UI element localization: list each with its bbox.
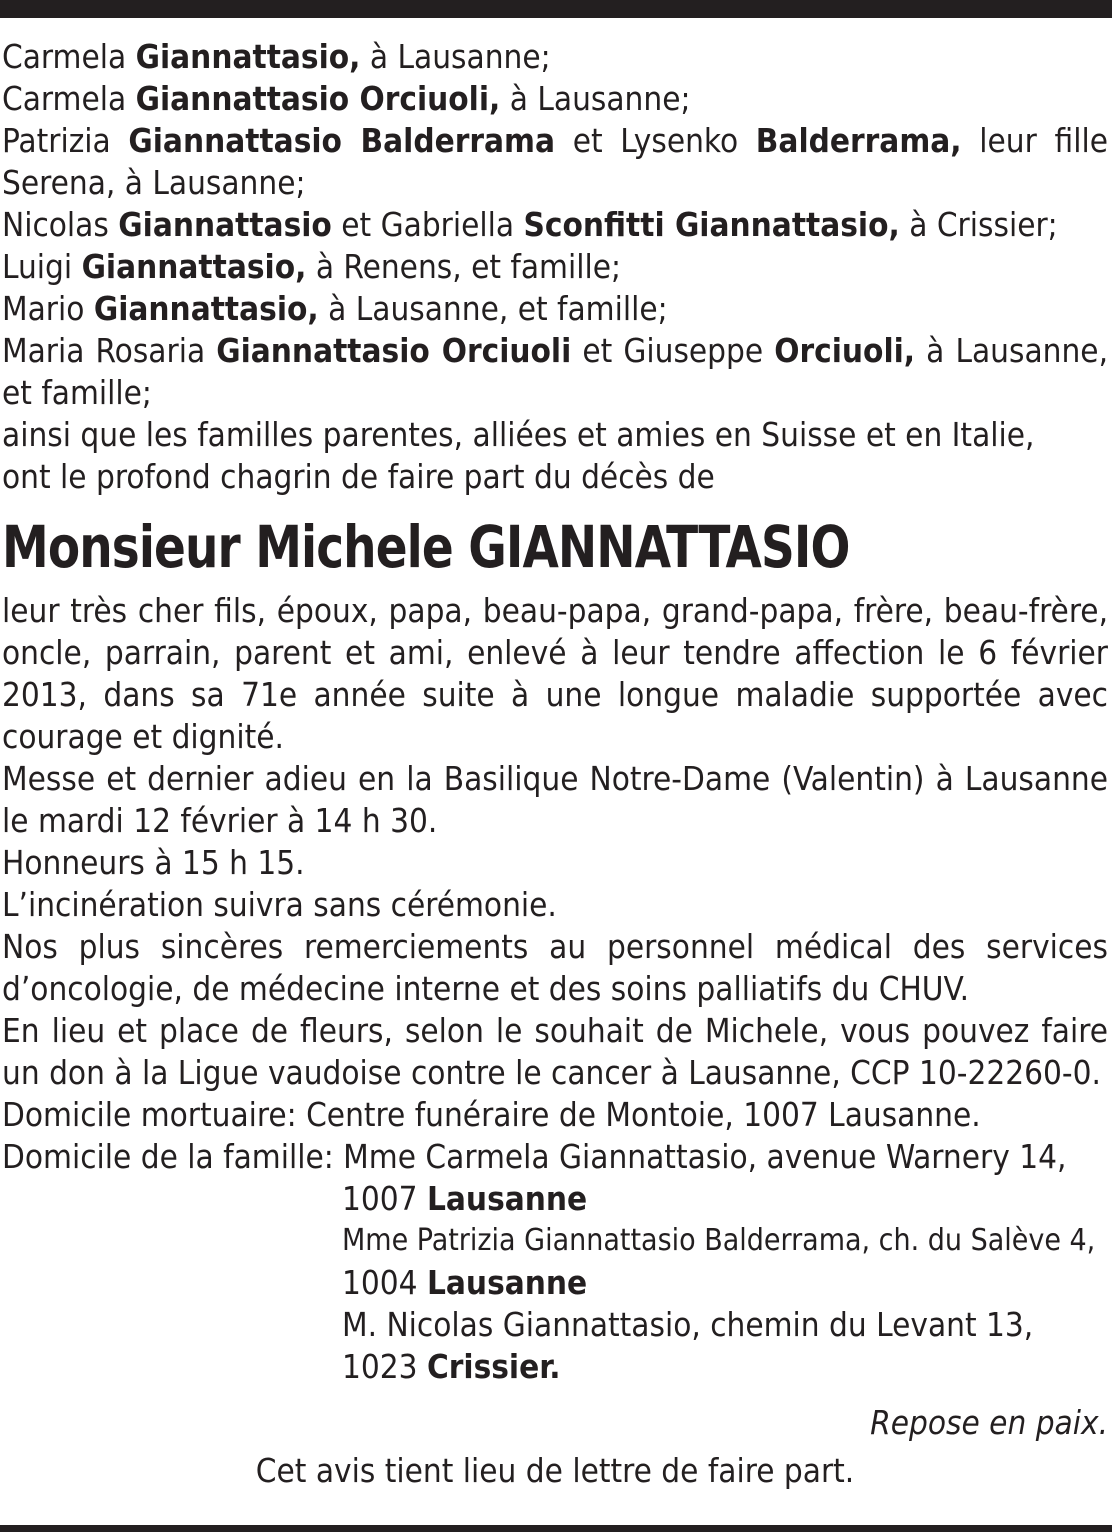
intro-line-2: ont le profond chagrin de faire part du décès de [2, 457, 715, 496]
bottom-rule [0, 1525, 1112, 1532]
family-line-5: Luigi Giannattasio, à Renens, et famille; [2, 247, 621, 286]
family-line-1: Carmela Giannattasio, à Lausanne; [2, 37, 551, 76]
family-line-7: Maria Rosaria Giannattasio Orciuoli et Giuseppe Orciuoli, à Lausanne, et famille; [2, 331, 1108, 412]
address-2-line: Mme Patrizia Giannattasio Balderrama, ch. du Salève 4, [342, 1223, 1096, 1258]
address-3-city: 1023 Crissier. [342, 1347, 561, 1386]
family-address-label: Domicile de la famille: [2, 1137, 334, 1176]
notice-closing: Cet avis tient lieu de lettre de faire part. [255, 1451, 855, 1490]
intro-line-1: ainsi que les familles parentes, alliées et amies en Suisse et en Italie, [2, 415, 1035, 454]
honors-line: Honneurs à 15 h 15. [2, 843, 305, 882]
bio-paragraph: leur très cher fils, époux, papa, beau-papa, grand-papa, frère, beau-frère, oncle, parrain, parent et ami, enlevé à leur tendre affection le 6 février 2013, dans sa 71e année suite à une longue maladie supportée avec courage et dignité. [2, 591, 1108, 756]
address-1-line: Mme Carmela Giannattasio, avenue Warnery 14, [343, 1137, 1067, 1176]
donation-paragraph: En lieu et place de fleurs, selon le souhait de Michele, vous pouvez faire un don à la Ligue vaudoise contre le cancer à Lausanne, CCP 10-22260-0. [2, 1011, 1108, 1092]
thanks-paragraph: Nos plus sincères remerciements au personnel médical des services d’oncologie, de médecine interne et des soins palliatifs du CHUV. [2, 927, 1108, 1008]
top-rule [0, 0, 1112, 18]
address-2-city: 1004 Lausanne [342, 1263, 588, 1302]
family-line-6: Mario Giannattasio, à Lausanne, et famille; [2, 289, 668, 328]
mass-paragraph: Messe et dernier adieu en la Basilique Notre-Dame (Valentin) à Lausanne le mardi 12 février à 14 h 30. [2, 759, 1108, 840]
address-1-city: 1007 Lausanne [342, 1179, 588, 1218]
mortuary-line: Domicile mortuaire: Centre funéraire de Montoie, 1007 Lausanne. [2, 1095, 981, 1134]
family-line-3: Patrizia Giannattasio Balderrama et Lysenko Balderrama, leur fille Serena, à Lausanne; [2, 121, 1108, 202]
family-line-4: Nicolas Giannattasio et Gabriella Sconfitti Giannattasio, à Crissier; [2, 205, 1058, 244]
repose-en-paix: Repose en paix. [870, 1403, 1108, 1442]
obituary-notice [2, 36, 1108, 1492]
family-line-2: Carmela Giannattasio Orciuoli, à Lausanne; [2, 79, 691, 118]
cremation-line: L’incinération suivra sans cérémonie. [2, 885, 557, 924]
family-address-heading [2, 1136, 1108, 1178]
address-3-line: M. Nicolas Giannattasio, chemin du Levant 13, [342, 1305, 1034, 1344]
deceased-name: Monsieur Michele GIANNATTASIO [2, 513, 850, 581]
